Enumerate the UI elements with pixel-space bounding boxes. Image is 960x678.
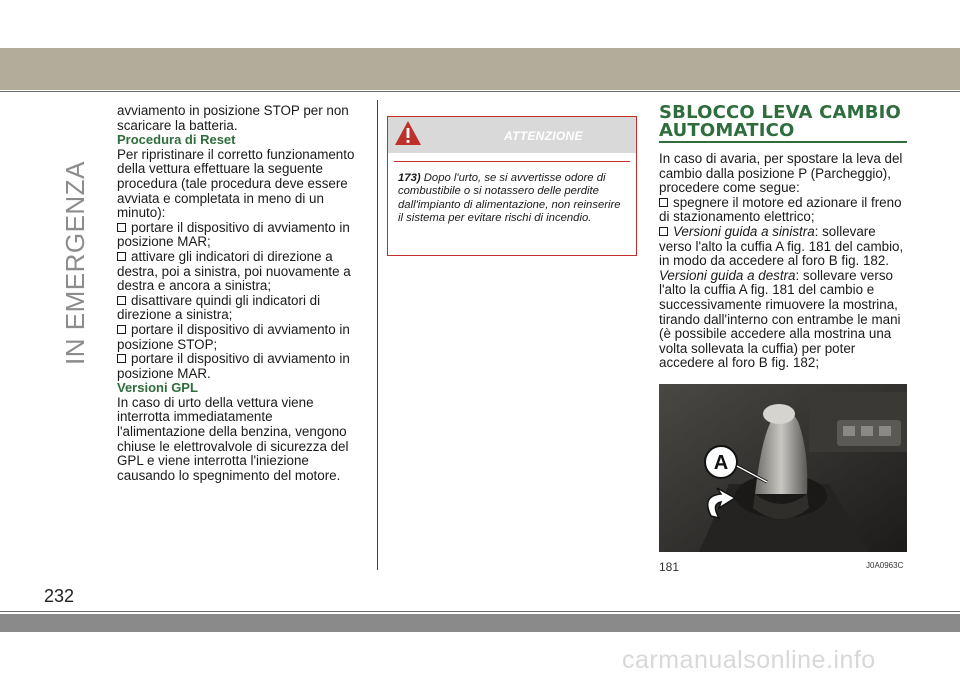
warning-number: 173) [398, 172, 421, 184]
page-number: 232 [44, 586, 75, 606]
checkbox-icon [659, 227, 668, 236]
checkbox-icon [117, 223, 126, 232]
right-column [659, 152, 909, 371]
list-item: Versioni guida a sinistra: sollevare verso l'alto la cuffia A fig. 181 del cambio, in modo da accedere al foro B fig. 182. Versioni guida a destra: sollevare verso l'alto la cuffia A fig. 181 del cambio e successivamente rimuovere la mostrina, tirando dall'interno con entrambe le mani (è possibile accedere alla mostrina una volta sollevata la cuffia) per poter accedere al foro B fig. 182; [659, 223, 904, 371]
checkbox-icon [117, 325, 126, 334]
gear-lever-photo [659, 384, 907, 552]
top-margin [0, 0, 960, 48]
warning-title: ATTENZIONE [504, 129, 583, 143]
list-item: portare il dispositivo di avviamento in posizione MAR; [117, 219, 350, 250]
left-column [117, 104, 362, 483]
section-label: IN EMERGENZA [60, 161, 90, 365]
right-intro: In caso di avaria, per spostare la leva del cambio dalla posizione P (Parcheggio), procedere come segue: [659, 151, 903, 196]
footer-band [0, 614, 960, 632]
warning-icon [393, 119, 423, 147]
gpl-text: In caso di urto della vettura viene interrotta immediatamente l'alimentazione della benzina, vengono chiuse le elettrovalvole di sicurezza del GPL e viene interrotta l'iniezione causando lo spegnimento del motore. [117, 394, 349, 483]
warning-text: Dopo l'urto, se si avvertisse odore di combustibile o si notassero delle perdite dall'impianto di alimentazione, non reinserire il sistema per evitare rischi di incendio. [398, 172, 621, 224]
list-item: disattivare quindi gli indicatori di direzione a sinistra; [117, 292, 321, 323]
list-item: portare il dispositivo di avviamento in posizione MAR. [117, 351, 350, 381]
reset-text: Per ripristinare il corretto funzionamento della vettura effettuare la seguente procedura (tale procedura deve essere avviata e completata in meno di un minuto): [117, 146, 355, 221]
header-band [0, 48, 960, 90]
checkbox-icon [117, 252, 126, 261]
intro-text: avviamento in posizione STOP per non scaricare la batteria. [117, 103, 349, 133]
checkbox-icon [117, 354, 126, 363]
figure-code: J0A0963C [866, 561, 904, 570]
footer-rule [0, 611, 960, 612]
list-item: portare il dispositivo di avviamento in posizione STOP; [117, 321, 350, 352]
list-item: spegnere il motore ed azionare il freno di stazionamento elettrico; [659, 194, 902, 225]
column-divider [377, 100, 378, 570]
gear-lever-illustration [659, 384, 907, 552]
list-item: attivare gli indicatori di direzione a destra, poi a sinistra, poi nuovamente a destra e ancora a sinistra; [117, 248, 351, 294]
warning-header [388, 117, 636, 153]
header-rule [0, 91, 960, 92]
figure-number: 181 [659, 560, 680, 574]
section-heading: SBLOCCO LEVA CAMBIO AUTOMATICO [659, 102, 902, 141]
checkbox-icon [117, 296, 126, 305]
watermark: carmanualsonline.info [622, 646, 876, 674]
heading-rule [659, 141, 907, 143]
checkbox-icon [659, 198, 668, 207]
callout-label: A [713, 452, 729, 474]
gpl-heading: Versioni GPL [117, 380, 198, 396]
reset-heading: Procedura di Reset [117, 132, 236, 148]
warning-body [388, 162, 636, 225]
warning-box [387, 116, 637, 256]
